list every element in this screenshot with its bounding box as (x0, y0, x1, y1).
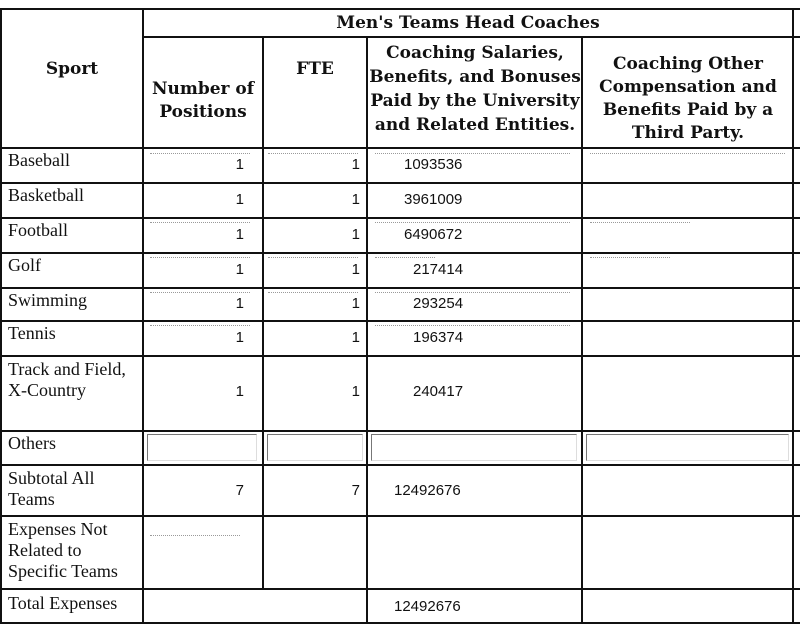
header-fte: FTE (296, 59, 334, 79)
positions-value: 1 (235, 383, 244, 400)
salaries-value: 3961009 (404, 191, 463, 208)
positions-value: 1 (235, 156, 244, 173)
salaries-value: 240417 (413, 383, 464, 400)
grid-line (0, 147, 800, 149)
field-border (268, 153, 358, 155)
sport-label: Track and Field, X-Country (8, 359, 126, 400)
fte-value: 1 (351, 156, 360, 173)
grid-line (0, 355, 800, 357)
positions-value: 1 (235, 226, 244, 243)
grid-line (0, 464, 800, 466)
field-border (150, 292, 250, 294)
field-border (150, 535, 240, 537)
positions-value: 1 (235, 191, 244, 208)
sport-label: Total Expenses (8, 593, 118, 613)
fte-value: 1 (351, 383, 360, 400)
field-border (375, 292, 570, 294)
grid-line (142, 36, 800, 38)
field-border (150, 257, 250, 259)
positions-value: 1 (235, 295, 244, 312)
grid-line (581, 36, 583, 624)
field-border (590, 257, 670, 259)
fte-value: 1 (351, 191, 360, 208)
sport-label: Expenses Not Related to Specific Teams (8, 519, 118, 581)
grid-line (0, 515, 800, 517)
field-border (150, 153, 250, 155)
header-positions: Number of Positions (151, 79, 255, 122)
fte-input-box (267, 434, 363, 461)
sport-label: Subtotal All Teams (8, 468, 95, 509)
grid-line (142, 8, 144, 624)
field-border (150, 325, 250, 327)
positions-input-box (147, 434, 257, 461)
salaries-value: 12492676 (394, 482, 461, 499)
salaries-value: 293254 (413, 295, 464, 312)
field-border (375, 222, 570, 224)
grid-line (366, 36, 368, 624)
table-title: Men's Teams Head Coaches (336, 13, 600, 33)
field-border (150, 222, 250, 224)
grid-line (792, 8, 794, 624)
salaries-value: 196374 (413, 329, 464, 346)
positions-value: 1 (235, 329, 244, 346)
grid-line (0, 287, 800, 289)
salaries-input-box (371, 434, 577, 461)
positions-value: 1 (235, 261, 244, 278)
other-input-box (586, 434, 789, 461)
grid-line (262, 36, 264, 588)
salaries-value: 12492676 (394, 598, 461, 615)
grid-line (0, 588, 800, 590)
field-border (375, 153, 570, 155)
sport-label: Swimming (8, 290, 88, 310)
fte-value: 7 (351, 482, 360, 499)
field-border (268, 292, 358, 294)
header-sport: Sport (45, 59, 99, 79)
fte-value: 1 (351, 261, 360, 278)
grid-line (0, 182, 800, 184)
field-border (375, 257, 435, 259)
field-border (590, 153, 785, 155)
sport-label: Others (8, 433, 56, 453)
grid-line (0, 622, 800, 624)
field-border (375, 325, 570, 327)
field-border (268, 257, 358, 259)
positions-value: 7 (235, 482, 244, 499)
fte-value: 1 (351, 329, 360, 346)
salaries-value: 1093536 (404, 156, 463, 173)
grid-line (0, 252, 800, 254)
sport-label: Golf (8, 255, 41, 275)
header-salaries: Coaching Salaries, Benefits, and Bonuses Paid by the University and Related Entities. (369, 43, 581, 135)
fte-value: 1 (351, 295, 360, 312)
grid-line (0, 430, 800, 432)
fte-value: 1 (351, 226, 360, 243)
sport-label: Baseball (8, 150, 70, 170)
sport-label: Tennis (8, 323, 56, 343)
grid-line (0, 320, 800, 322)
header-other: Coaching Other Compensation and Benefits Paid by a Third Party. (599, 54, 777, 143)
salaries-value: 217414 (413, 261, 464, 278)
grid-line (0, 217, 800, 219)
field-border (590, 222, 690, 224)
sport-label: Football (8, 220, 69, 240)
salaries-value: 6490672 (404, 226, 463, 243)
sport-label: Basketball (8, 185, 84, 205)
